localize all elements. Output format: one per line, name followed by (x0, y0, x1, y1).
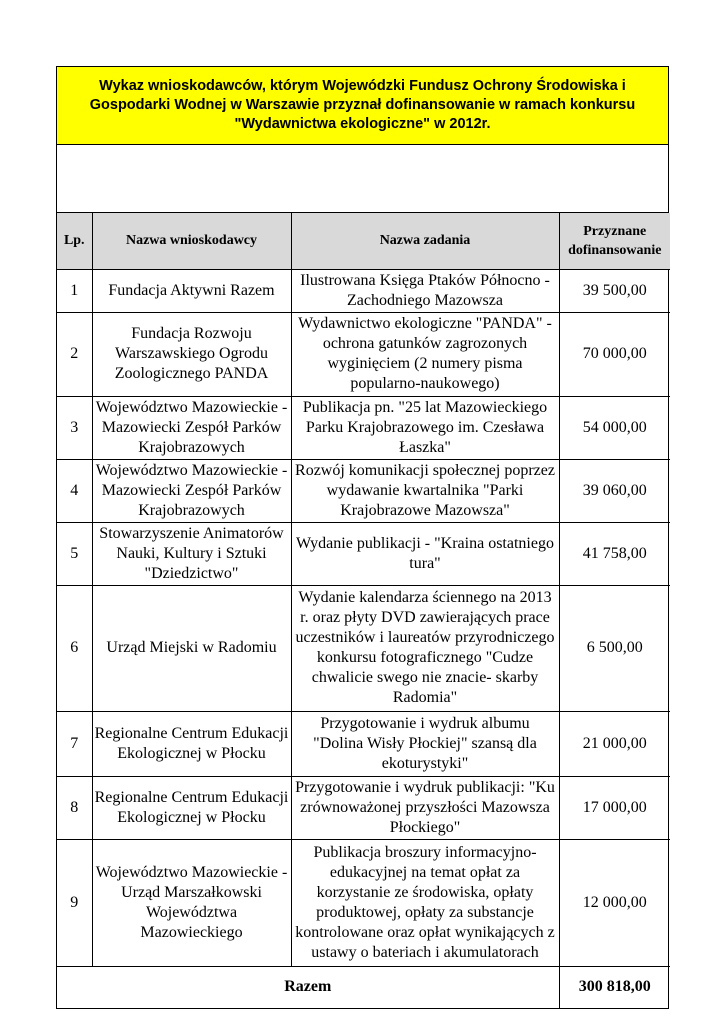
cell-amount: 39 500,00 (559, 269, 670, 312)
header-funding-line1: Przyznane (583, 223, 647, 239)
header-funding (559, 213, 670, 269)
cell-task: Publikacja pn. "25 lat Mazowieckiego Parku Krajobrazowego im. Czesława Łaszka" (291, 396, 559, 459)
cell-lp: 7 (57, 711, 92, 776)
cell-task: Publikacja broszury informacyjno-edukacyjnej na temat opłat za korzystanie ze środowiska, opłaty produktowej, opłaty za substancje kontrolowane oraz opłat wynikających z ustawy o bateriach i akumulatorach (291, 839, 559, 966)
total-row (57, 966, 670, 1008)
table-row (57, 459, 670, 522)
cell-task: Przygotowanie i wydruk publikacji: "Ku zrównoważonej przyszłości Mazowsza Płockiego" (291, 776, 559, 839)
cell-amount: 39 060,00 (559, 459, 670, 522)
cell-amount: 54 000,00 (559, 396, 670, 459)
title-line-2: Gospodarki Wodnej w Warszawie przyznał dofinansowanie w ramach konkursu (89, 97, 636, 113)
cell-lp: 3 (57, 396, 92, 459)
cell-amount: 21 000,00 (559, 711, 670, 776)
title-line-1: Wykaz wnioskodawców, którym Wojewódzki Fundusz Ochrony Środowiska i (99, 78, 626, 94)
table-row (57, 312, 670, 396)
cell-applicant: Województwo Mazowieckie - Mazowiecki Zespół Parków Krajobrazowych (92, 459, 291, 522)
cell-applicant: Stowarzyszenie Animatorów Nauki, Kultury i Sztuki "Dziedzictwo" (92, 522, 291, 585)
spacer-row (57, 145, 668, 213)
cell-task: Wydawnictwo ekologiczne "PANDA" - ochrona gatunków zagrozonych wyginięciem (2 numery pisma popularno-naukowego) (291, 312, 559, 396)
cell-applicant: Fundacja Rozwoju Warszawskiego Ogrodu Zoologicznego PANDA (92, 312, 291, 396)
cell-task: Rozwój komunikacji społecznej poprzez wydawanie kwartalnika "Parki Krajobrazowe Mazowsza" (291, 459, 559, 522)
funding-table (57, 213, 670, 1008)
table-row (57, 776, 670, 839)
table-row (57, 711, 670, 776)
cell-applicant: Województwo Mazowieckie - Urząd Marszałkowski Województwa Mazowieckiego (92, 839, 291, 966)
cell-lp: 4 (57, 459, 92, 522)
table-row (57, 839, 670, 966)
cell-amount: 17 000,00 (559, 776, 670, 839)
cell-amount: 6 500,00 (559, 585, 670, 711)
cell-lp: 8 (57, 776, 92, 839)
header-funding-line2: dofinansowanie (568, 242, 662, 258)
total-label: Razem (57, 966, 559, 1008)
cell-task: Wydanie kalendarza ściennego na 2013 r. oraz płyty DVD zawierających prace uczestników i laureatów przyrodniczego konkursu fotograficznego "Cudze chwalicie swego nie znacie- skarby Radomia" (291, 585, 559, 711)
cell-lp: 5 (57, 522, 92, 585)
cell-task: Przygotowanie i wydruk albumu "Dolina Wisły Płockiej" szansą dla ekoturystyki" (291, 711, 559, 776)
cell-lp: 6 (57, 585, 92, 711)
cell-applicant: Urząd Miejski w Radomiu (92, 585, 291, 711)
table-row (57, 396, 670, 459)
cell-amount: 12 000,00 (559, 839, 670, 966)
table-row (57, 269, 670, 312)
funding-document (56, 66, 669, 1009)
cell-amount: 41 758,00 (559, 522, 670, 585)
cell-applicant: Regionalne Centrum Edukacji Ekologicznej w Płocku (92, 711, 291, 776)
cell-applicant: Województwo Mazowieckie - Mazowiecki Zespół Parków Krajobrazowych (92, 396, 291, 459)
cell-lp: 2 (57, 312, 92, 396)
cell-applicant: Regionalne Centrum Edukacji Ekologicznej w Płocku (92, 776, 291, 839)
cell-amount: 70 000,00 (559, 312, 670, 396)
header-applicant: Nazwa wnioskodawcy (92, 213, 291, 269)
cell-task: Wydanie publikacji - "Kraina ostatniego tura" (291, 522, 559, 585)
table-header-row (57, 213, 670, 269)
cell-lp: 1 (57, 269, 92, 312)
title-line-3: "Wydawnictwa ekologiczne" w 2012r. (234, 116, 491, 132)
table-row (57, 522, 670, 585)
header-task: Nazwa zadania (291, 213, 559, 269)
cell-task: Ilustrowana Księga Ptaków Północno - Zachodniego Mazowsza (291, 269, 559, 312)
total-amount: 300 818,00 (559, 966, 670, 1008)
table-row (57, 585, 670, 711)
document-title (57, 67, 668, 145)
cell-lp: 9 (57, 839, 92, 966)
header-lp: Lp. (57, 213, 92, 269)
cell-applicant: Fundacja Aktywni Razem (92, 269, 291, 312)
